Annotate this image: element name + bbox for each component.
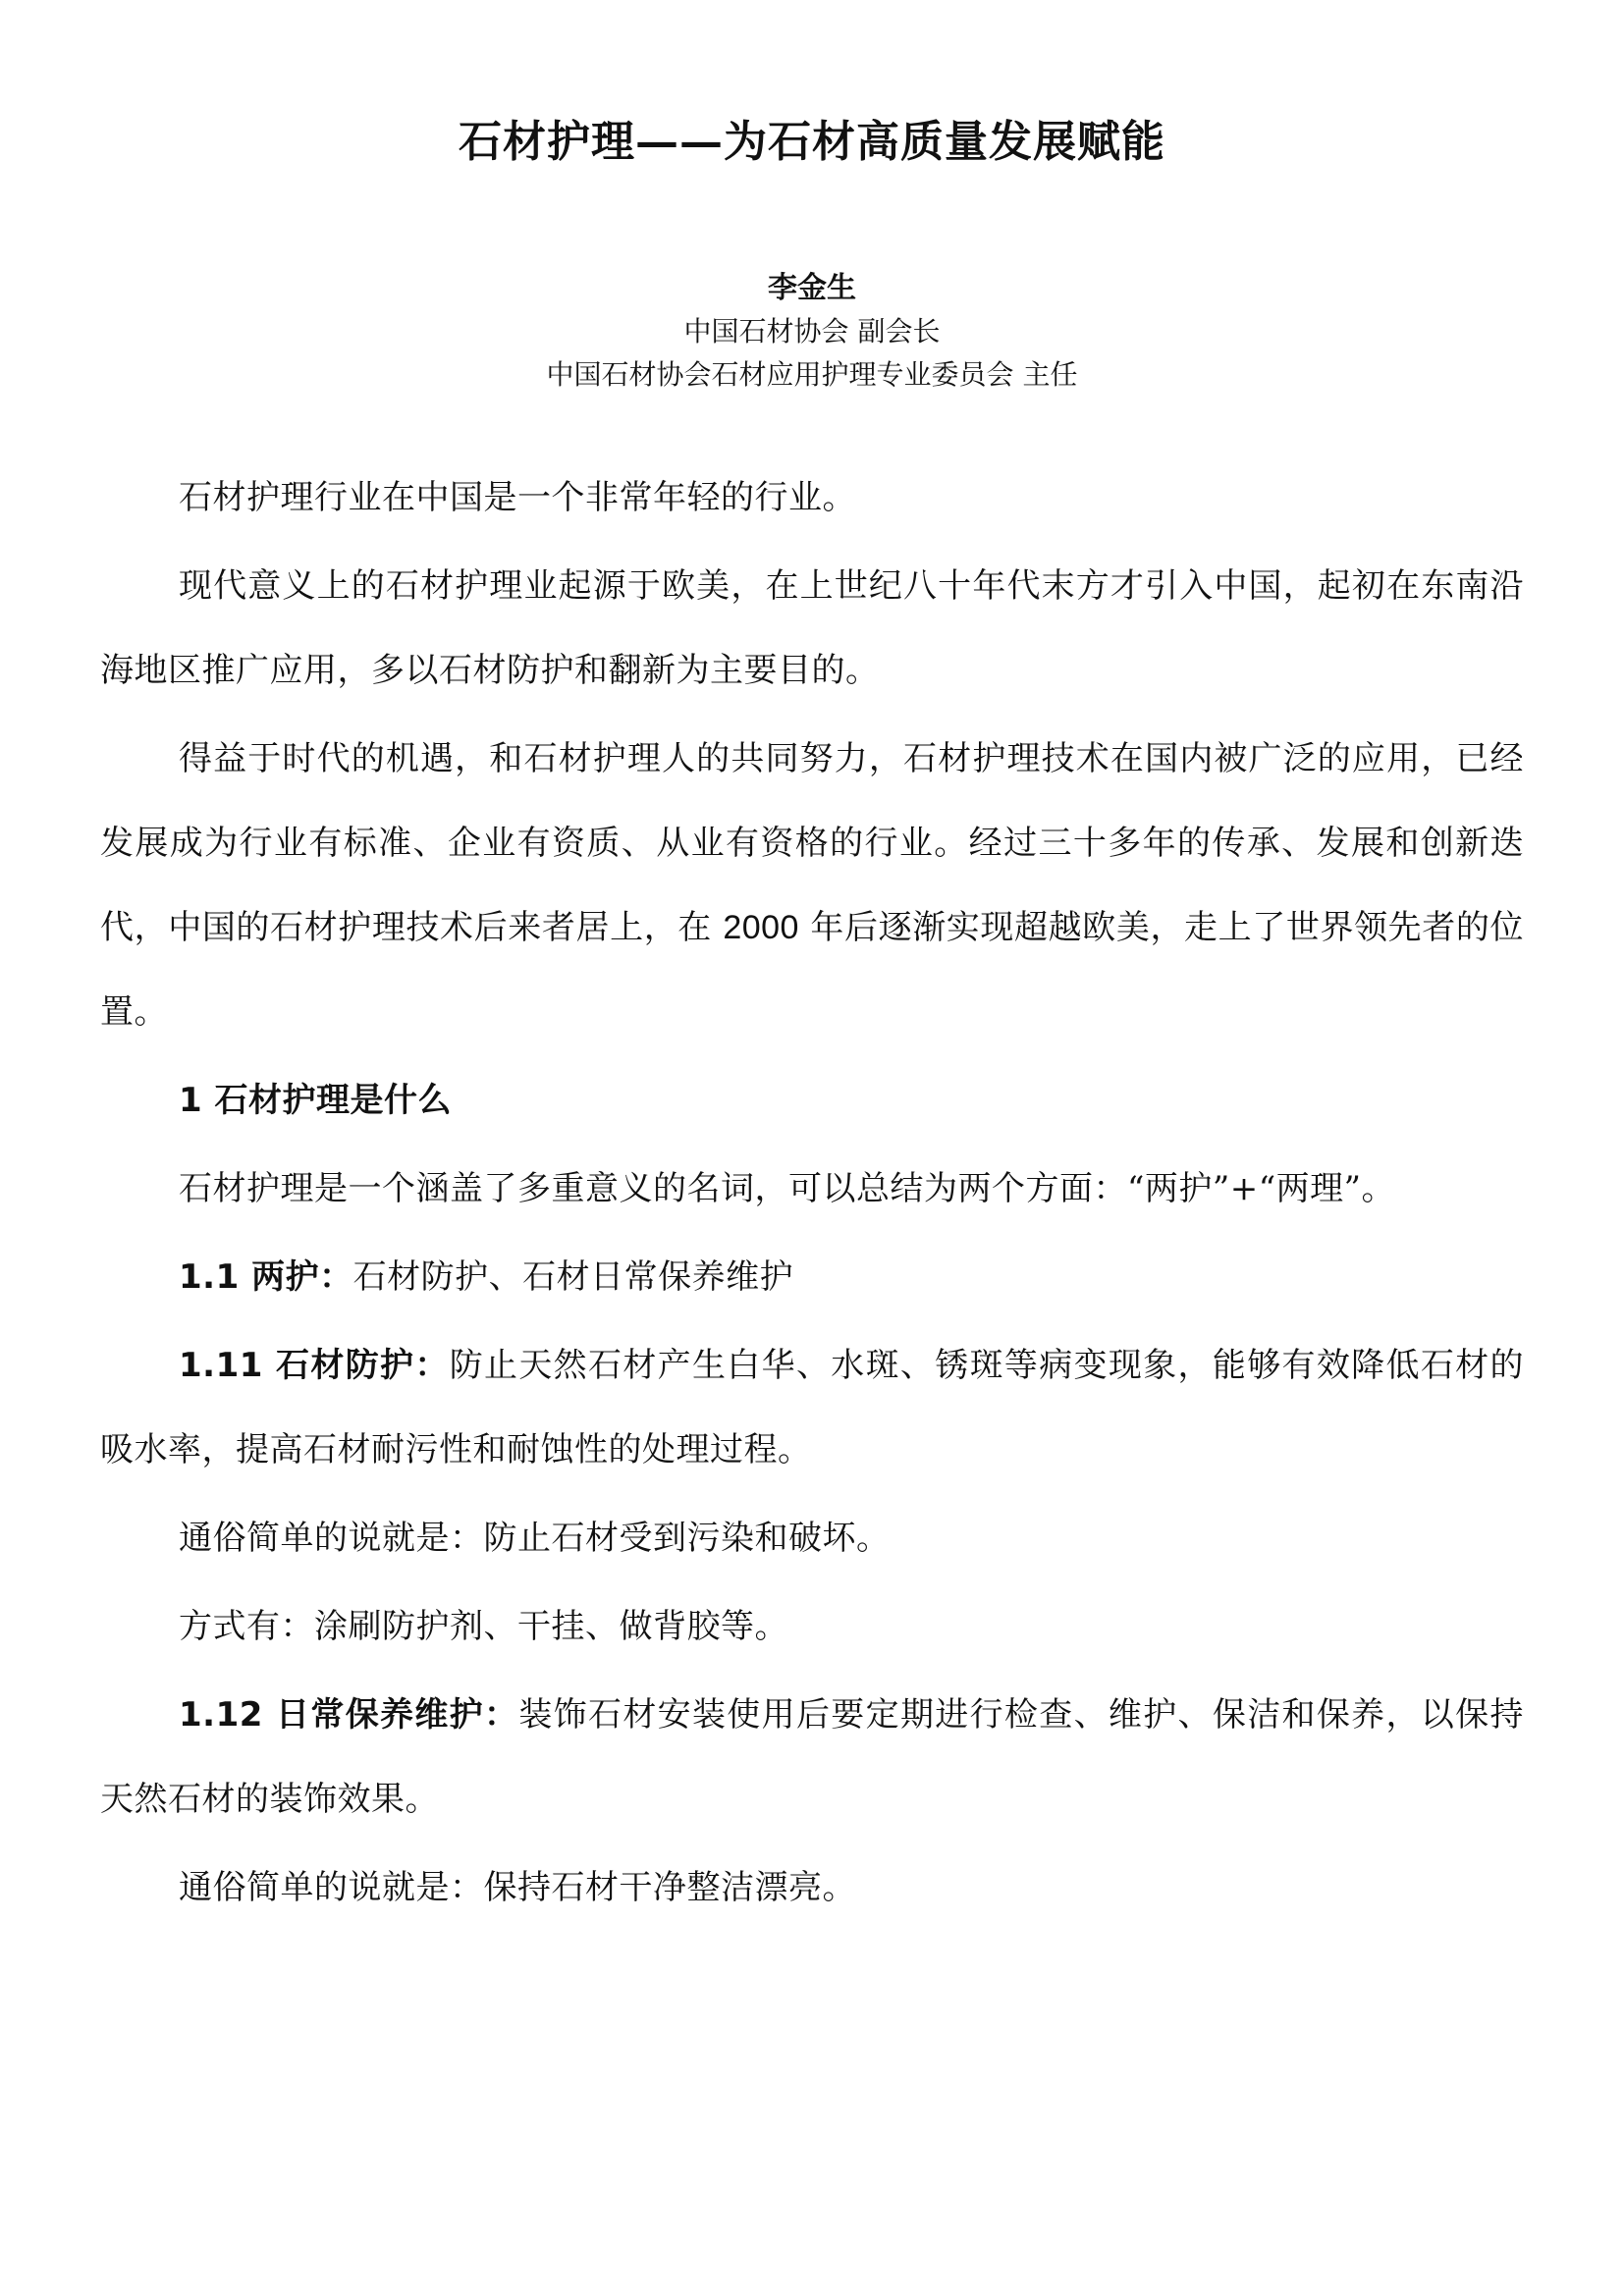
subsection-1-1-text: 石材防护、石材日常保养维护 xyxy=(352,1257,794,1297)
document-title: 石材护理——为石材高质量发展赋能 xyxy=(459,117,1165,167)
subsection-1-11-text: 防止天然石材产生白华、水斑、锈斑等病变现象，能够有效降低石材的吸水率，提高石材耐污性和耐蚀性的处理过程。 xyxy=(100,1346,1524,1469)
author-affiliation-2: 中国石材协会石材应用护理专业委员会 主任 xyxy=(546,358,1078,391)
author-affiliation-1: 中国石材协会 副会长 xyxy=(683,315,941,347)
subsection-1-11-label: 1.11 石材防护： xyxy=(179,1346,450,1385)
paragraph-development xyxy=(100,717,1524,1054)
subsection-1-12 xyxy=(100,1673,1524,1842)
paragraph-origin: 现代意义上的石材护理业起源于欧美，在上世纪八十年代末方才引入中国，起初在东南沿海地区推广应用，多以石材防护和翻新为主要目的。 xyxy=(100,566,1524,690)
paragraph-development-text-a: 得益于时代的机遇，和石材护理人的共同努力，石材护理技术在国内被广泛的应用，已经发展成为行业有标准、企业有资质、从业有资格的行业。经过三十多年的传承、发展和创新迭代，中国的石材护理技术后来者居上，在 xyxy=(100,739,1524,947)
subsection-1-11 xyxy=(100,1323,1524,1492)
subsection-1-12-text: 装饰石材安装使用后要定期进行检查、维护、保洁和保养，以保持天然石材的装饰效果。 xyxy=(100,1695,1524,1819)
document-body xyxy=(100,455,1524,1930)
author-name: 李金生 xyxy=(768,271,856,305)
paragraph-definition: 石材护理是一个涵盖了多重意义的名词，可以总结为两个方面：“两护”+“两理”。 xyxy=(179,1169,1396,1208)
paragraph-protection-summary: 通俗简单的说就是：防止石材受到污染和破坏。 xyxy=(179,1519,891,1558)
year-number: 2000 xyxy=(723,909,799,946)
paragraph-development-text-b: 年后逐渐实现超越欧美，走上了世界领先者的位置。 xyxy=(100,908,1524,1032)
section-heading-1: 1 石材护理是什么 xyxy=(179,1081,452,1120)
subsection-1-1 xyxy=(100,1235,1524,1319)
paragraph-intro: 石材护理行业在中国是一个非常年轻的行业。 xyxy=(179,478,856,517)
subsection-1-1-label: 1.1 两护： xyxy=(179,1257,353,1297)
author-block xyxy=(100,267,1524,397)
subsection-1-12-label: 1.12 日常保养维护： xyxy=(179,1695,519,1735)
paragraph-protection-methods: 方式有：涂刷防护剂、干挂、做背胶等。 xyxy=(179,1607,788,1646)
paragraph-maintenance-summary: 通俗简单的说就是：保持石材干净整洁漂亮。 xyxy=(179,1868,856,1907)
